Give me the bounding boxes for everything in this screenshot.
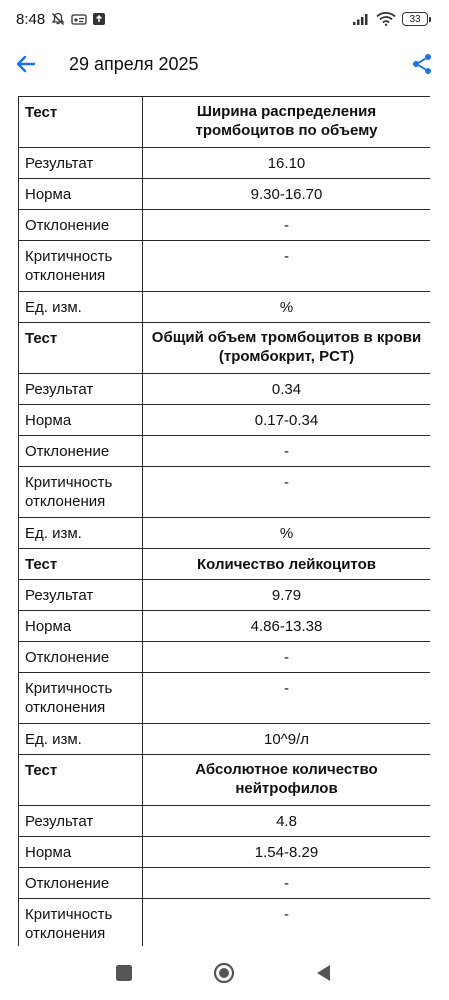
- row-label: Критичность отклонения: [19, 673, 143, 724]
- row-value: Общий объем тромбоцитов в крови (тромбокрит, PCT): [143, 323, 431, 374]
- row-value: 0.34: [143, 374, 431, 405]
- row-value: -: [143, 467, 431, 518]
- table-row: [19, 292, 431, 323]
- row-label: Тест: [19, 755, 143, 806]
- row-value: -: [143, 436, 431, 467]
- share-icon[interactable]: [410, 52, 434, 76]
- row-value: 4.86-13.38: [143, 611, 431, 642]
- row-value: -: [143, 673, 431, 724]
- row-label: Ед. изм.: [19, 292, 143, 323]
- table-header-row: [19, 755, 431, 806]
- table-row: [19, 210, 431, 241]
- row-value: 4.8: [143, 806, 431, 837]
- row-label: Ед. изм.: [19, 518, 143, 549]
- table-row: [19, 806, 431, 837]
- page-title: 29 апреля 2025: [69, 54, 199, 74]
- results-table-container[interactable]: [18, 96, 430, 946]
- row-label: Отклонение: [19, 210, 143, 241]
- table-row: [19, 642, 431, 673]
- table-row: [19, 241, 431, 292]
- app-bar: [0, 40, 449, 88]
- row-value: -: [143, 899, 431, 947]
- row-value: 0.17-0.34: [143, 405, 431, 436]
- table-header-row: [19, 97, 431, 148]
- row-value: -: [143, 241, 431, 292]
- table-row: [19, 467, 431, 518]
- arrow-left-icon[interactable]: [14, 52, 38, 76]
- row-value: -: [143, 868, 431, 899]
- home-circle-icon[interactable]: [213, 962, 235, 984]
- mute-bell-icon: [51, 12, 65, 26]
- status-bar: [0, 0, 449, 40]
- row-label: Норма: [19, 837, 143, 868]
- row-label: Тест: [19, 549, 143, 580]
- row-label: Результат: [19, 374, 143, 405]
- row-value: 9.79: [143, 580, 431, 611]
- voicemail-icon: [71, 12, 87, 26]
- table-row: [19, 724, 431, 755]
- table-row: [19, 436, 431, 467]
- table-row: [19, 868, 431, 899]
- battery-icon: 33: [402, 12, 428, 26]
- table-row: [19, 148, 431, 179]
- status-time: 8:48: [16, 11, 46, 28]
- row-value: 10^9/л: [143, 724, 431, 755]
- table-row: [19, 405, 431, 436]
- table-row: [19, 179, 431, 210]
- table-header-row: [19, 549, 431, 580]
- row-label: Норма: [19, 405, 143, 436]
- table-row: [19, 899, 431, 947]
- row-value: 1.54-8.29: [143, 837, 431, 868]
- table-row: [19, 673, 431, 724]
- table-row: [19, 580, 431, 611]
- row-label: Отклонение: [19, 642, 143, 673]
- recents-square-icon[interactable]: [113, 962, 135, 984]
- system-nav-bar: [0, 946, 449, 1000]
- row-value: 16.10: [143, 148, 431, 179]
- row-value: %: [143, 292, 431, 323]
- wifi-icon: [376, 12, 396, 26]
- row-label: Результат: [19, 148, 143, 179]
- upload-icon: [92, 12, 106, 26]
- row-label: Результат: [19, 580, 143, 611]
- row-label: Результат: [19, 806, 143, 837]
- table-header-row: [19, 323, 431, 374]
- row-label: Тест: [19, 97, 143, 148]
- table-row: [19, 837, 431, 868]
- row-label: Отклонение: [19, 436, 143, 467]
- row-label: Отклонение: [19, 868, 143, 899]
- table-row: [19, 518, 431, 549]
- row-label: Критичность отклонения: [19, 241, 143, 292]
- signal-icon: [352, 12, 370, 26]
- table-row: [19, 374, 431, 405]
- row-value: -: [143, 642, 431, 673]
- table-row: [19, 611, 431, 642]
- row-label: Тест: [19, 323, 143, 374]
- row-label: Норма: [19, 179, 143, 210]
- results-table: [18, 96, 430, 946]
- row-label: Критичность отклонения: [19, 899, 143, 947]
- row-value: 9.30-16.70: [143, 179, 431, 210]
- row-value: Количество лейкоцитов: [143, 549, 431, 580]
- row-label: Ед. изм.: [19, 724, 143, 755]
- row-value: Абсолютное количество нейтрофилов: [143, 755, 431, 806]
- row-value: %: [143, 518, 431, 549]
- row-label: Норма: [19, 611, 143, 642]
- back-triangle-icon[interactable]: [313, 962, 335, 984]
- row-label: Критичность отклонения: [19, 467, 143, 518]
- row-value: Ширина распределения тромбоцитов по объему: [143, 97, 431, 148]
- row-value: -: [143, 210, 431, 241]
